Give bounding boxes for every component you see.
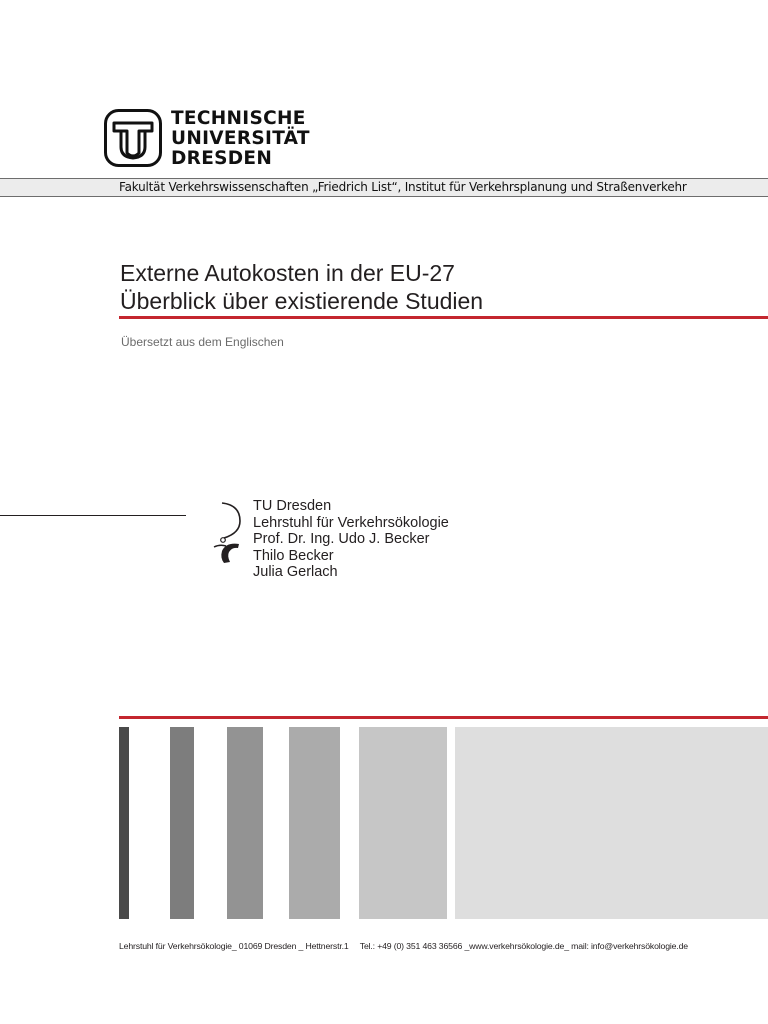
faculty-text: Fakultät Verkehrswissenschaften „Friedrich List“, Institut für Verkehrsplanung und Straßenverkehr <box>119 180 687 194</box>
decor-bar-5 <box>359 727 447 919</box>
footer-contact: Tel.: +49 (0) 351 463 36566 _www.verkehrsökologie.de_ mail: info@verkehrsökologie.de <box>359 941 688 951</box>
faculty-band <box>0 178 768 197</box>
tu-dresden-logo-icon <box>104 109 162 167</box>
author-line-1: TU Dresden <box>253 498 332 514</box>
author-line-5: Julia Gerlach <box>253 564 338 580</box>
author-line-4: Thilo Becker <box>253 547 334 564</box>
decor-bar-1 <box>119 727 129 919</box>
logo-text-line-2: UNIVERSITÄT <box>171 128 310 149</box>
author-line-3: Prof. Dr. Ing. Udo J. Becker <box>253 531 430 547</box>
decor-bar-4 <box>289 727 340 919</box>
logo-text-line-3: DRESDEN <box>171 148 273 169</box>
logo-text-line-1: TECHNISCHE <box>171 108 306 129</box>
author-line-2: Lehrstuhl für Verkehrsökologie <box>253 514 449 531</box>
decor-bar-2 <box>170 727 194 919</box>
left-divider <box>0 515 186 516</box>
subtitle: Übersetzt aus dem Englischen <box>121 335 284 349</box>
title-line-1: Externe Autokosten in der EU-27 <box>120 260 455 286</box>
title-line-2: Überblick über existierende Studien <box>120 288 484 314</box>
bottom-divider <box>119 716 768 719</box>
title-divider <box>119 316 768 319</box>
decor-bar-6 <box>455 727 768 919</box>
footer <box>119 941 688 952</box>
chair-logo-icon <box>210 501 246 565</box>
footer-address: Lehrstuhl für Verkehrsökologie_ 01069 Dresden _ Hettnerstr.1 <box>119 941 349 951</box>
decor-bar-3 <box>227 727 263 919</box>
